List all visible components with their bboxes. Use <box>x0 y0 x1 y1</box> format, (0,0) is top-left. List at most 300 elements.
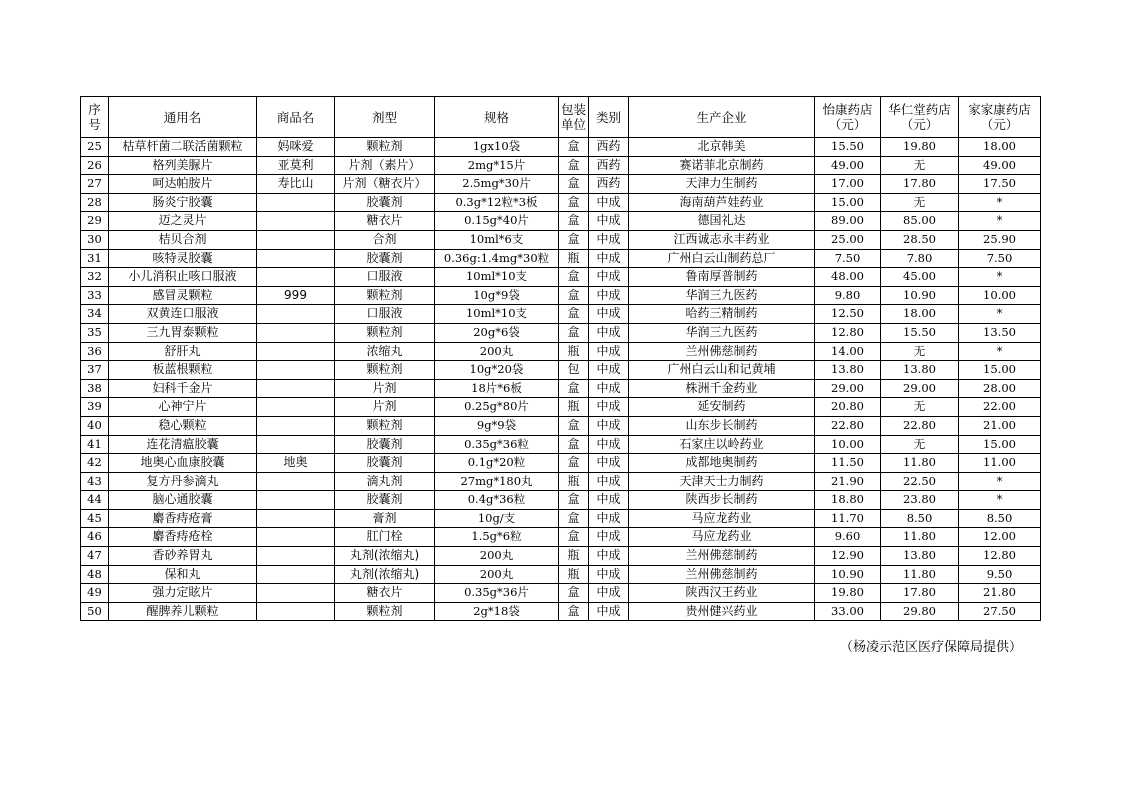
col-seq-cell: 28 <box>81 193 109 212</box>
col-price-jiajiakang-header: 家家康药店（元） <box>959 97 1041 138</box>
col-price-jiajiakang-cell: 12.80 <box>959 547 1041 566</box>
col-generic-name-cell: 板蓝根颗粒 <box>109 361 257 380</box>
col-manufacturer-cell: 兰州佛慈制药 <box>629 547 815 566</box>
col-price-jiajiakang-cell: 8.50 <box>959 509 1041 528</box>
col-price-huarentang-cell: 17.80 <box>881 175 959 194</box>
col-seq-cell: 32 <box>81 268 109 287</box>
col-price-yikang-cell: 9.60 <box>815 528 881 547</box>
col-pack-unit-cell: 盒 <box>559 305 589 324</box>
col-pack-unit-cell: 瓶 <box>559 249 589 268</box>
col-brand-cell <box>257 323 335 342</box>
col-generic-name-cell: 保和丸 <box>109 565 257 584</box>
col-seq-header: 序号 <box>81 97 109 138</box>
col-seq-cell: 36 <box>81 342 109 361</box>
col-seq-cell: 49 <box>81 584 109 603</box>
col-price-huarentang-cell: 22.50 <box>881 472 959 491</box>
col-price-jiajiakang-cell: 10.00 <box>959 286 1041 305</box>
col-manufacturer-header: 生产企业 <box>629 97 815 138</box>
col-pack-unit-cell: 盒 <box>559 528 589 547</box>
col-price-huarentang-cell: 19.80 <box>881 138 959 157</box>
col-spec-cell: 200丸 <box>435 547 559 566</box>
col-pack-unit-cell: 瓶 <box>559 342 589 361</box>
col-category-cell: 中成 <box>589 323 629 342</box>
col-category-cell: 中成 <box>589 435 629 454</box>
col-price-huarentang-cell: 15.50 <box>881 323 959 342</box>
col-price-yikang-cell: 12.50 <box>815 305 881 324</box>
col-category-cell: 中成 <box>589 472 629 491</box>
col-spec-cell: 20g*6袋 <box>435 323 559 342</box>
col-generic-name-cell: 小儿消积止咳口服液 <box>109 268 257 287</box>
col-seq-cell: 42 <box>81 454 109 473</box>
col-price-yikang-cell: 14.00 <box>815 342 881 361</box>
col-spec-cell: 10g*20袋 <box>435 361 559 380</box>
col-seq-cell: 39 <box>81 398 109 417</box>
col-brand-cell: 寿比山 <box>257 175 335 194</box>
col-category-cell: 中成 <box>589 509 629 528</box>
col-generic-name-cell: 麝香痔疮栓 <box>109 528 257 547</box>
table-row <box>81 398 1041 417</box>
col-price-jiajiakang-cell: 49.00 <box>959 156 1041 175</box>
col-price-jiajiakang-cell: 27.50 <box>959 602 1041 621</box>
table-row <box>81 416 1041 435</box>
col-brand-cell <box>257 212 335 231</box>
col-generic-name-cell: 肠炎宁胶囊 <box>109 193 257 212</box>
col-generic-name-cell: 感冒灵颗粒 <box>109 286 257 305</box>
col-brand-cell <box>257 435 335 454</box>
col-manufacturer-cell: 陕西步长制药 <box>629 491 815 510</box>
col-pack-unit-cell: 盒 <box>559 138 589 157</box>
col-price-jiajiakang-cell: * <box>959 342 1041 361</box>
col-price-yikang-header: 怡康药店（元） <box>815 97 881 138</box>
col-category-cell: 中成 <box>589 342 629 361</box>
col-generic-name-cell: 双黄连口服液 <box>109 305 257 324</box>
col-brand-cell <box>257 193 335 212</box>
col-generic-name-cell: 桔贝合剂 <box>109 230 257 249</box>
col-price-huarentang-cell: 11.80 <box>881 454 959 473</box>
col-manufacturer-cell: 延安制药 <box>629 398 815 417</box>
col-brand-cell: 地奥 <box>257 454 335 473</box>
col-pack-unit-cell: 盒 <box>559 286 589 305</box>
col-manufacturer-cell: 山东步长制药 <box>629 416 815 435</box>
col-pack-unit-cell: 盒 <box>559 584 589 603</box>
col-pack-unit-cell: 盒 <box>559 379 589 398</box>
col-manufacturer-cell: 华润三九医药 <box>629 323 815 342</box>
col-dosage-form-cell: 合剂 <box>335 230 435 249</box>
col-dosage-form-cell: 口服液 <box>335 268 435 287</box>
col-pack-unit-cell: 盒 <box>559 454 589 473</box>
col-brand-cell <box>257 491 335 510</box>
col-pack-unit-cell: 盒 <box>559 230 589 249</box>
col-dosage-form-cell: 片剂 <box>335 379 435 398</box>
col-manufacturer-cell: 株洲千金药业 <box>629 379 815 398</box>
col-manufacturer-cell: 陕西汉王药业 <box>629 584 815 603</box>
col-category-cell: 中成 <box>589 565 629 584</box>
col-manufacturer-cell: 成都地奥制药 <box>629 454 815 473</box>
col-price-yikang-cell: 10.90 <box>815 565 881 584</box>
col-price-yikang-cell: 12.80 <box>815 323 881 342</box>
col-spec-cell: 200丸 <box>435 342 559 361</box>
col-seq-cell: 35 <box>81 323 109 342</box>
col-brand-cell: 999 <box>257 286 335 305</box>
col-category-cell: 中成 <box>589 454 629 473</box>
col-generic-name-cell: 妇科千金片 <box>109 379 257 398</box>
table-row <box>81 230 1041 249</box>
col-category-cell: 中成 <box>589 361 629 380</box>
table-row <box>81 472 1041 491</box>
col-brand-cell <box>257 547 335 566</box>
col-generic-name-cell: 舒肝丸 <box>109 342 257 361</box>
col-spec-cell: 2mg*15片 <box>435 156 559 175</box>
col-spec-cell: 200丸 <box>435 565 559 584</box>
col-seq-cell: 48 <box>81 565 109 584</box>
col-generic-name-cell: 咳特灵胶囊 <box>109 249 257 268</box>
col-price-jiajiakang-cell: 28.00 <box>959 379 1041 398</box>
col-price-jiajiakang-cell: * <box>959 305 1041 324</box>
col-dosage-form-cell: 片剂（素片） <box>335 156 435 175</box>
col-price-yikang-cell: 89.00 <box>815 212 881 231</box>
col-generic-name-cell: 呵达帕胺片 <box>109 175 257 194</box>
col-price-huarentang-cell: 85.00 <box>881 212 959 231</box>
col-brand-cell <box>257 361 335 380</box>
col-spec-cell: 1gx10袋 <box>435 138 559 157</box>
col-brand-cell <box>257 584 335 603</box>
col-price-huarentang-cell: 7.80 <box>881 249 959 268</box>
col-price-yikang-cell: 11.70 <box>815 509 881 528</box>
col-generic-name-cell: 格列美脲片 <box>109 156 257 175</box>
col-generic-name-cell: 心神宁片 <box>109 398 257 417</box>
col-seq-cell: 41 <box>81 435 109 454</box>
table-row <box>81 212 1041 231</box>
col-manufacturer-cell: 天津力生制药 <box>629 175 815 194</box>
table-row <box>81 249 1041 268</box>
col-price-yikang-cell: 48.00 <box>815 268 881 287</box>
col-price-jiajiakang-cell: 18.00 <box>959 138 1041 157</box>
col-category-cell: 中成 <box>589 230 629 249</box>
col-generic-name-cell: 强力定眩片 <box>109 584 257 603</box>
col-seq-cell: 47 <box>81 547 109 566</box>
col-price-huarentang-cell: 无 <box>881 435 959 454</box>
table-row <box>81 361 1041 380</box>
col-price-yikang-cell: 19.80 <box>815 584 881 603</box>
table-row <box>81 193 1041 212</box>
col-spec-cell: 1.5g*6粒 <box>435 528 559 547</box>
table-row <box>81 491 1041 510</box>
col-price-yikang-cell: 20.80 <box>815 398 881 417</box>
col-dosage-form-cell: 胶囊剂 <box>335 435 435 454</box>
col-price-jiajiakang-cell: 17.50 <box>959 175 1041 194</box>
col-manufacturer-cell: 江西诚志永丰药业 <box>629 230 815 249</box>
col-dosage-form-cell: 胶囊剂 <box>335 491 435 510</box>
col-generic-name-header: 通用名 <box>109 97 257 138</box>
col-price-huarentang-cell: 无 <box>881 398 959 417</box>
table-row <box>81 175 1041 194</box>
col-pack-unit-cell: 盒 <box>559 156 589 175</box>
table-row <box>81 138 1041 157</box>
col-price-yikang-cell: 49.00 <box>815 156 881 175</box>
col-spec-cell: 0.35g*36粒 <box>435 435 559 454</box>
price-table <box>80 96 1041 621</box>
col-seq-cell: 50 <box>81 602 109 621</box>
col-dosage-form-cell: 浓缩丸 <box>335 342 435 361</box>
col-price-huarentang-cell: 10.90 <box>881 286 959 305</box>
col-manufacturer-cell: 鲁南厚普制药 <box>629 268 815 287</box>
col-generic-name-cell: 枯草杆菌二联活菌颗粒 <box>109 138 257 157</box>
col-price-yikang-cell: 10.00 <box>815 435 881 454</box>
col-category-cell: 中成 <box>589 491 629 510</box>
col-price-yikang-cell: 7.50 <box>815 249 881 268</box>
col-generic-name-cell: 复方丹参滴丸 <box>109 472 257 491</box>
col-spec-cell: 0.4g*36粒 <box>435 491 559 510</box>
col-seq-cell: 29 <box>81 212 109 231</box>
col-pack-unit-cell: 盒 <box>559 193 589 212</box>
col-price-huarentang-cell: 18.00 <box>881 305 959 324</box>
col-spec-cell: 2g*18袋 <box>435 602 559 621</box>
col-seq-cell: 33 <box>81 286 109 305</box>
col-brand-cell <box>257 565 335 584</box>
col-seq-cell: 38 <box>81 379 109 398</box>
table-row <box>81 323 1041 342</box>
col-pack-unit-cell: 盒 <box>559 491 589 510</box>
col-spec-cell: 10g*9袋 <box>435 286 559 305</box>
col-price-yikang-cell: 15.00 <box>815 193 881 212</box>
col-seq-cell: 44 <box>81 491 109 510</box>
col-seq-cell: 26 <box>81 156 109 175</box>
col-spec-cell: 10ml*10支 <box>435 305 559 324</box>
col-manufacturer-cell: 贵州健兴药业 <box>629 602 815 621</box>
col-pack-unit-cell: 包 <box>559 361 589 380</box>
col-price-huarentang-cell: 13.80 <box>881 361 959 380</box>
col-category-cell: 中成 <box>589 305 629 324</box>
col-dosage-form-cell: 颗粒剂 <box>335 361 435 380</box>
col-seq-cell: 25 <box>81 138 109 157</box>
col-price-jiajiakang-cell: 12.00 <box>959 528 1041 547</box>
table-row <box>81 584 1041 603</box>
col-manufacturer-cell: 哈药三精制药 <box>629 305 815 324</box>
col-spec-cell: 9g*9袋 <box>435 416 559 435</box>
col-price-huarentang-cell: 13.80 <box>881 547 959 566</box>
col-dosage-form-cell: 胶囊剂 <box>335 193 435 212</box>
col-price-yikang-cell: 9.80 <box>815 286 881 305</box>
col-manufacturer-cell: 马应龙药业 <box>629 528 815 547</box>
col-spec-cell: 0.36g:1.4mg*30粒 <box>435 249 559 268</box>
col-manufacturer-cell: 兰州佛慈制药 <box>629 342 815 361</box>
table-row <box>81 156 1041 175</box>
col-category-cell: 中成 <box>589 584 629 603</box>
col-dosage-form-cell: 颗粒剂 <box>335 602 435 621</box>
col-pack-unit-cell: 瓶 <box>559 565 589 584</box>
table-row <box>81 547 1041 566</box>
col-spec-cell: 0.25g*80片 <box>435 398 559 417</box>
col-spec-header: 规格 <box>435 97 559 138</box>
col-category-cell: 中成 <box>589 602 629 621</box>
col-manufacturer-cell: 华润三九医药 <box>629 286 815 305</box>
col-dosage-form-cell: 颗粒剂 <box>335 138 435 157</box>
col-manufacturer-cell: 广州白云山和记黄埔 <box>629 361 815 380</box>
col-dosage-form-cell: 滴丸剂 <box>335 472 435 491</box>
table-row <box>81 435 1041 454</box>
col-price-yikang-cell: 29.00 <box>815 379 881 398</box>
col-pack-unit-cell: 瓶 <box>559 472 589 491</box>
col-dosage-form-cell: 颗粒剂 <box>335 323 435 342</box>
table-body <box>81 138 1041 621</box>
col-price-huarentang-cell: 8.50 <box>881 509 959 528</box>
col-generic-name-cell: 香砂养胃丸 <box>109 547 257 566</box>
col-price-jiajiakang-cell: 22.00 <box>959 398 1041 417</box>
table-row <box>81 602 1041 621</box>
col-price-jiajiakang-cell: 21.00 <box>959 416 1041 435</box>
col-price-huarentang-cell: 23.80 <box>881 491 959 510</box>
col-brand-cell <box>257 379 335 398</box>
col-category-cell: 中成 <box>589 286 629 305</box>
col-seq-cell: 46 <box>81 528 109 547</box>
col-dosage-form-header: 剂型 <box>335 97 435 138</box>
col-price-jiajiakang-cell: 25.90 <box>959 230 1041 249</box>
col-generic-name-cell: 脑心通胶囊 <box>109 491 257 510</box>
table-row <box>81 286 1041 305</box>
col-spec-cell: 10ml*10支 <box>435 268 559 287</box>
col-price-yikang-cell: 15.50 <box>815 138 881 157</box>
col-pack-unit-cell: 盒 <box>559 323 589 342</box>
col-price-yikang-cell: 13.80 <box>815 361 881 380</box>
col-brand-header: 商品名 <box>257 97 335 138</box>
col-brand-cell <box>257 342 335 361</box>
col-price-huarentang-cell: 29.00 <box>881 379 959 398</box>
col-pack-unit-cell: 盒 <box>559 509 589 528</box>
col-seq-cell: 40 <box>81 416 109 435</box>
col-category-header: 类别 <box>589 97 629 138</box>
col-dosage-form-cell: 颗粒剂 <box>335 416 435 435</box>
col-price-jiajiakang-cell: 11.00 <box>959 454 1041 473</box>
col-category-cell: 中成 <box>589 379 629 398</box>
col-brand-cell <box>257 230 335 249</box>
col-price-huarentang-cell: 28.50 <box>881 230 959 249</box>
col-generic-name-cell: 三九胃泰颗粒 <box>109 323 257 342</box>
col-price-jiajiakang-cell: 13.50 <box>959 323 1041 342</box>
col-manufacturer-cell: 广州白云山制药总厂 <box>629 249 815 268</box>
col-manufacturer-cell: 德国礼达 <box>629 212 815 231</box>
table-row <box>81 342 1041 361</box>
col-price-yikang-cell: 25.00 <box>815 230 881 249</box>
source-note: （杨凌示范区医疗保障局提供） <box>839 640 1022 655</box>
col-manufacturer-cell: 兰州佛慈制药 <box>629 565 815 584</box>
col-dosage-form-cell: 颗粒剂 <box>335 286 435 305</box>
col-generic-name-cell: 醒脾养儿颗粒 <box>109 602 257 621</box>
col-category-cell: 中成 <box>589 528 629 547</box>
col-seq-cell: 30 <box>81 230 109 249</box>
col-category-cell: 中成 <box>589 547 629 566</box>
col-price-yikang-cell: 22.80 <box>815 416 881 435</box>
col-seq-cell: 45 <box>81 509 109 528</box>
col-spec-cell: 10ml*6支 <box>435 230 559 249</box>
col-generic-name-cell: 连花清瘟胶囊 <box>109 435 257 454</box>
col-price-huarentang-cell: 无 <box>881 193 959 212</box>
col-price-huarentang-cell: 无 <box>881 156 959 175</box>
col-brand-cell: 妈咪爱 <box>257 138 335 157</box>
col-dosage-form-cell: 肛门栓 <box>335 528 435 547</box>
col-generic-name-cell: 麝香痔疮膏 <box>109 509 257 528</box>
table-row <box>81 379 1041 398</box>
col-pack-unit-cell: 盒 <box>559 268 589 287</box>
col-price-huarentang-cell: 29.80 <box>881 602 959 621</box>
col-category-cell: 中成 <box>589 398 629 417</box>
col-price-yikang-cell: 17.00 <box>815 175 881 194</box>
col-manufacturer-cell: 海南葫芦娃药业 <box>629 193 815 212</box>
col-pack-unit-cell: 盒 <box>559 602 589 621</box>
col-spec-cell: 0.35g*36片 <box>435 584 559 603</box>
col-dosage-form-cell: 糖衣片 <box>335 584 435 603</box>
col-spec-cell: 18片*6板 <box>435 379 559 398</box>
col-seq-cell: 27 <box>81 175 109 194</box>
col-price-yikang-cell: 21.90 <box>815 472 881 491</box>
col-price-yikang-cell: 33.00 <box>815 602 881 621</box>
col-dosage-form-cell: 片剂（糖衣片） <box>335 175 435 194</box>
col-brand-cell <box>257 398 335 417</box>
col-seq-cell: 37 <box>81 361 109 380</box>
col-price-yikang-cell: 11.50 <box>815 454 881 473</box>
col-dosage-form-cell: 膏剂 <box>335 509 435 528</box>
col-price-jiajiakang-cell: * <box>959 193 1041 212</box>
col-pack-unit-header: 包装单位 <box>559 97 589 138</box>
col-pack-unit-cell: 盒 <box>559 416 589 435</box>
col-price-huarentang-cell: 11.80 <box>881 528 959 547</box>
col-pack-unit-cell: 盒 <box>559 175 589 194</box>
col-dosage-form-cell: 丸剂(浓缩丸) <box>335 565 435 584</box>
col-category-cell: 西药 <box>589 156 629 175</box>
col-dosage-form-cell: 丸剂(浓缩丸) <box>335 547 435 566</box>
col-pack-unit-cell: 瓶 <box>559 398 589 417</box>
col-price-jiajiakang-cell: 9.50 <box>959 565 1041 584</box>
col-spec-cell: 0.15g*40片 <box>435 212 559 231</box>
col-price-huarentang-cell: 11.80 <box>881 565 959 584</box>
table-row <box>81 509 1041 528</box>
col-price-jiajiakang-cell: 15.00 <box>959 435 1041 454</box>
col-price-jiajiakang-cell: 15.00 <box>959 361 1041 380</box>
col-price-huarentang-cell: 17.80 <box>881 584 959 603</box>
col-price-jiajiakang-cell: * <box>959 212 1041 231</box>
col-category-cell: 中成 <box>589 416 629 435</box>
col-price-jiajiakang-cell: * <box>959 268 1041 287</box>
col-generic-name-cell: 迈之灵片 <box>109 212 257 231</box>
col-spec-cell: 0.1g*20粒 <box>435 454 559 473</box>
col-spec-cell: 0.3g*12粒*3板 <box>435 193 559 212</box>
col-price-jiajiakang-cell: 7.50 <box>959 249 1041 268</box>
table-row <box>81 528 1041 547</box>
col-pack-unit-cell: 瓶 <box>559 547 589 566</box>
col-price-jiajiakang-cell: * <box>959 491 1041 510</box>
header-row <box>81 97 1041 138</box>
col-price-huarentang-cell: 45.00 <box>881 268 959 287</box>
col-seq-cell: 34 <box>81 305 109 324</box>
col-brand-cell <box>257 528 335 547</box>
col-price-huarentang-header: 华仁堂药店（元） <box>881 97 959 138</box>
col-manufacturer-cell: 天津天士力制药 <box>629 472 815 491</box>
col-price-huarentang-cell: 22.80 <box>881 416 959 435</box>
col-manufacturer-cell: 马应龙药业 <box>629 509 815 528</box>
col-spec-cell: 27mg*180丸 <box>435 472 559 491</box>
col-dosage-form-cell: 糖衣片 <box>335 212 435 231</box>
col-brand-cell <box>257 509 335 528</box>
col-brand-cell <box>257 416 335 435</box>
col-category-cell: 中成 <box>589 268 629 287</box>
col-category-cell: 中成 <box>589 212 629 231</box>
table-row <box>81 454 1041 473</box>
col-generic-name-cell: 稳心颗粒 <box>109 416 257 435</box>
col-category-cell: 西药 <box>589 175 629 194</box>
col-manufacturer-cell: 北京韩美 <box>629 138 815 157</box>
col-pack-unit-cell: 盒 <box>559 435 589 454</box>
col-spec-cell: 2.5mg*30片 <box>435 175 559 194</box>
table-row <box>81 565 1041 584</box>
